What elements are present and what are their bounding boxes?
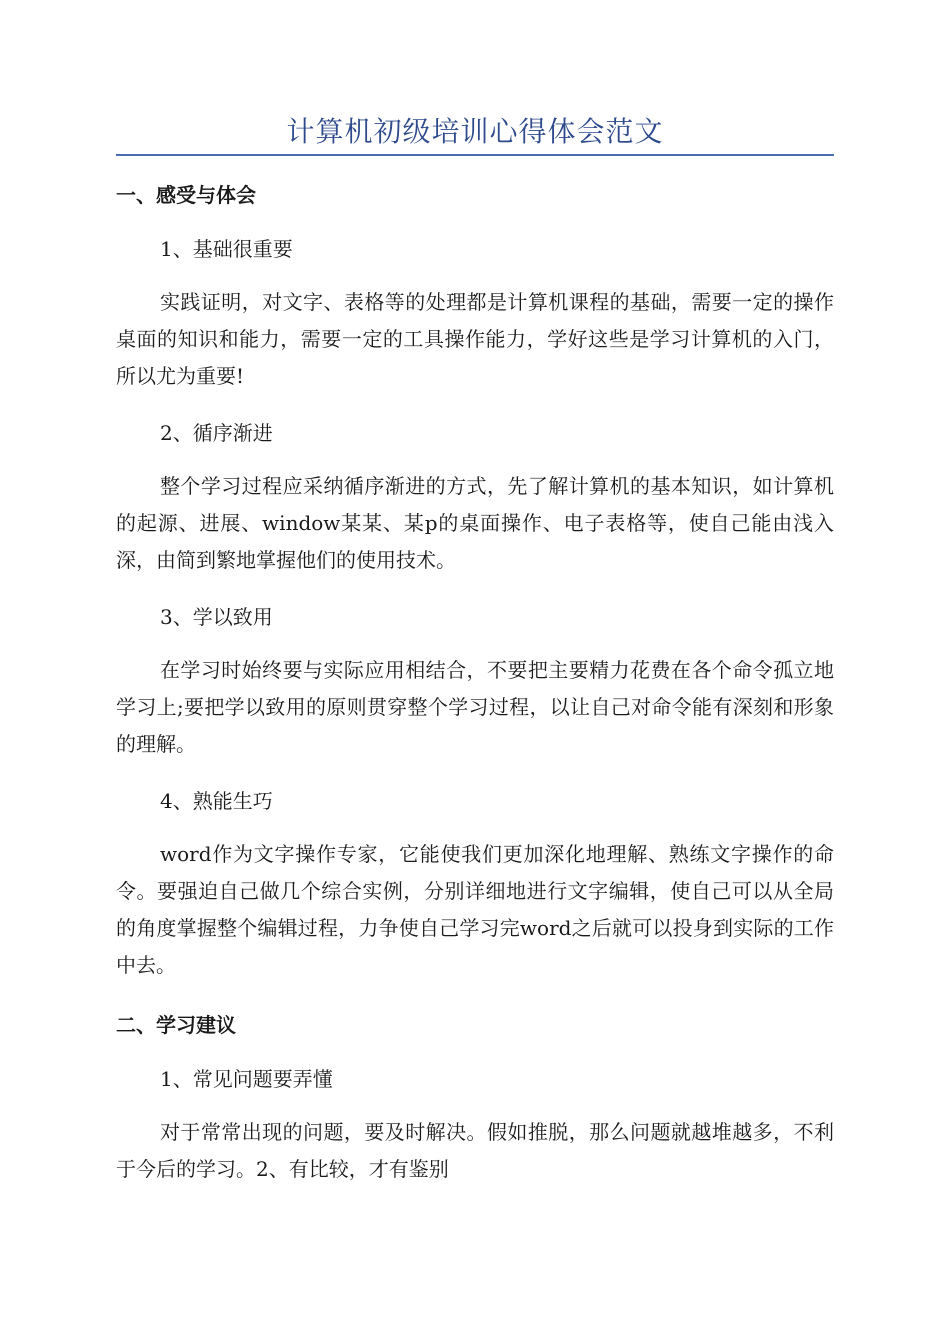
document-title: 计算机初级培训心得体会范文 bbox=[286, 115, 664, 148]
paragraph-2-1: 对于常常出现的问题，要及时解决。假如推脱，那么问题就越堆越多，不利于今后的学习。2、有比较，才有鉴别 bbox=[116, 1120, 834, 1181]
subheading-1-2: 2、循序渐进 bbox=[160, 421, 273, 445]
paragraph-1-2: 整个学习过程应采纳循序渐进的方式，先了解计算机的基本知识，如计算机的起源、进展、window某某、某p的桌面操作、电子表格等，使自己能由浅入深，由简到繁地掌握他们的使用技术。 bbox=[116, 474, 834, 572]
subheading-1-1: 1、基础很重要 bbox=[160, 237, 293, 261]
title-underline bbox=[116, 154, 834, 156]
paragraph-1-3: 在学习时始终要与实际应用相结合，不要把主要精力花费在各个命令孤立地学习上;要把学以致用的原则贯穿整个学习过程，以让自己对命令能有深刻和形象的理解。 bbox=[116, 658, 834, 756]
paragraph-1-1: 实践证明，对文字、表格等的处理都是计算机课程的基础，需要一定的操作桌面的知识和能力，需要一定的工具操作能力，学好这些是学习计算机的入门，所以尤为重要! bbox=[116, 290, 834, 388]
section-heading-1: 一、感受与体会 bbox=[116, 183, 256, 207]
paragraph-1-4: word作为文字操作专家，它能使我们更加深化地理解、熟练文字操作的命令。要强迫自己做几个综合实例，分别详细地进行文字编辑，使自己可以从全局的角度掌握整个编辑过程，力争使自己学习完word之后就可以投身到实际的工作中去。 bbox=[116, 842, 834, 977]
subheading-2-1: 1、常见问题要弄懂 bbox=[160, 1067, 333, 1091]
subheading-1-3: 3、学以致用 bbox=[160, 605, 273, 629]
subheading-1-4: 4、熟能生巧 bbox=[160, 789, 273, 813]
section-heading-2: 二、学习建议 bbox=[116, 1013, 236, 1037]
